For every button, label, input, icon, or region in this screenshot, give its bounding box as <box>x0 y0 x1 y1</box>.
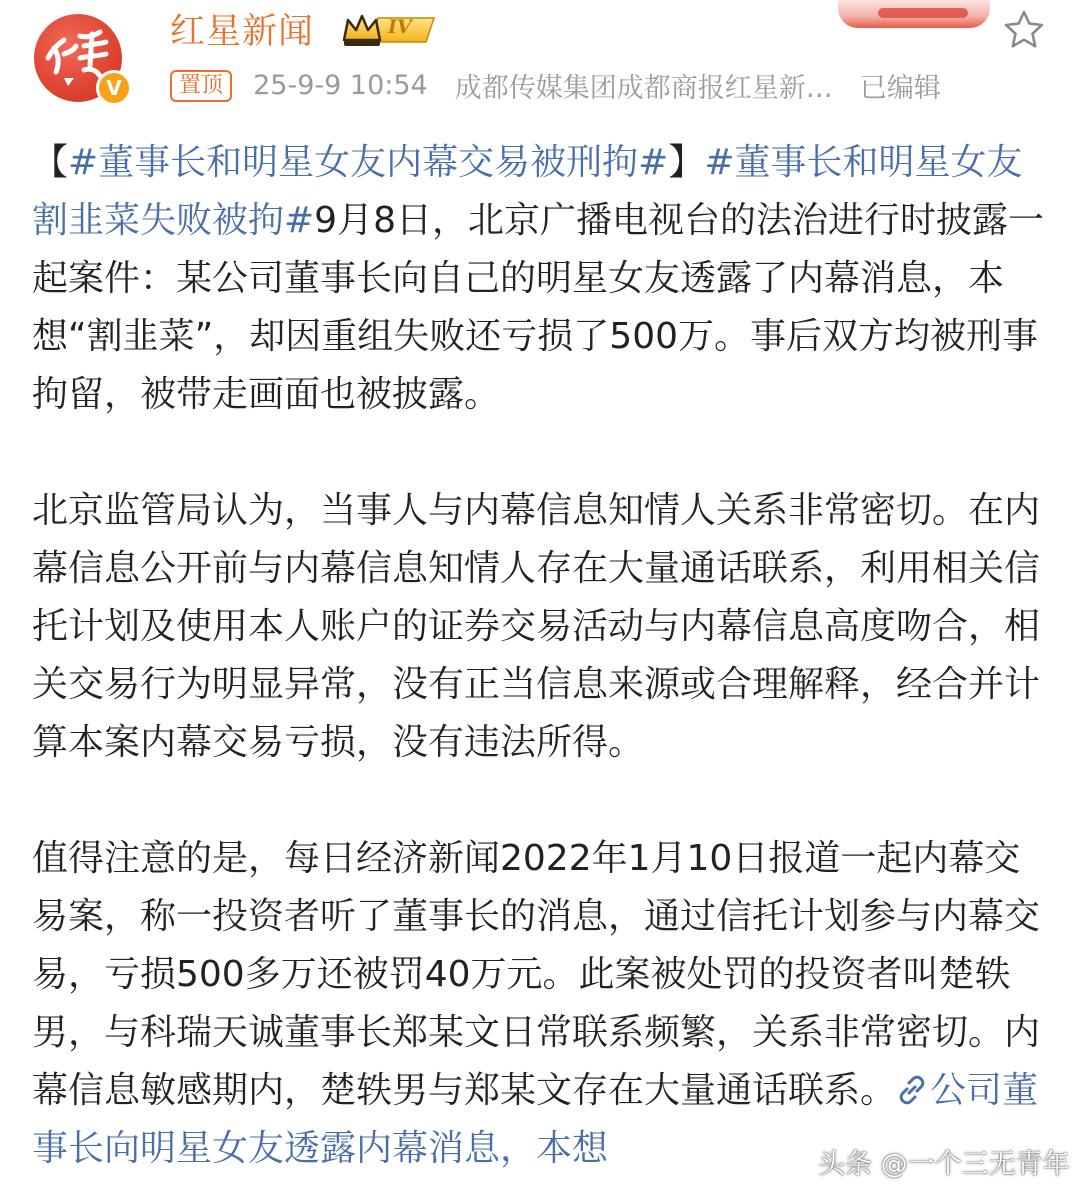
topic-tag-2[interactable]: #董事长和明星女友割韭菜失败被拘# <box>32 142 1023 241</box>
paragraph-1 <box>32 134 1054 424</box>
article-link-text: 公司董事长向明星女友透露内幕消息，本想 <box>32 1070 1039 1169</box>
rank-label: IV <box>388 16 412 38</box>
verified-badge-icon: V <box>96 70 132 106</box>
topic-tag-1[interactable]: #董事长和明星女友内幕交易被刑拘# <box>68 142 669 183</box>
paragraph-1-text: 9月8日，北京广播电视台的法治进行时披露一起案件：某公司董事长向自己的明星女友透露了内幕消息，本想“割韭菜”，却因重组失败还亏损了500万。事后双方均被刑事拘留，被带走画面也被披露。 <box>32 200 1044 415</box>
header-decoration <box>838 0 990 28</box>
bracket-open: 【 <box>32 142 69 183</box>
pin-badge: 置顶 <box>170 70 232 102</box>
watermark: 头条 @一个三无青年 <box>812 1140 1076 1183</box>
paragraph-3 <box>32 830 1054 1178</box>
bracket-close: 】 <box>668 142 705 183</box>
link-icon <box>896 1074 928 1106</box>
post-meta <box>170 66 963 106</box>
edited-label: 已编辑 <box>859 73 941 104</box>
post-source: 成都传媒集团成都商报红星新… <box>454 73 833 104</box>
post-content <box>32 134 1054 1178</box>
author-name[interactable]: 红星新闻 <box>170 12 315 52</box>
star-icon[interactable] <box>1002 8 1046 52</box>
post-timestamp: 25-9-9 10:54 <box>253 70 428 101</box>
paragraph-3-text: 值得注意的是，每日经济新闻2022年1月10日报道一起内幕交易案，称一投资者听了董事长的消息，通过信托计划参与内幕交易，亏损500多万还被罚40万元。此案被处罚的投资者叫楚轶男，与科瑞天诚董事长郑某文日常联系频繁，关系非常密切。内幕信息敏感期内，楚轶男与郑某文存在大量通话联系。 <box>32 838 1041 1111</box>
paragraph-2: 北京监管局认为，当事人与内幕信息知情人关系非常密切。在内幕信息公开前与内幕信息知情人存在大量通话联系，利用相关信托计划及使用本人账户的证券交易活动与内幕信息高度吻合，相关交易行为明显异常，没有正当信息来源或合理解释，经合并计算本案内幕交易亏损，没有违法所得。 <box>32 490 1041 763</box>
